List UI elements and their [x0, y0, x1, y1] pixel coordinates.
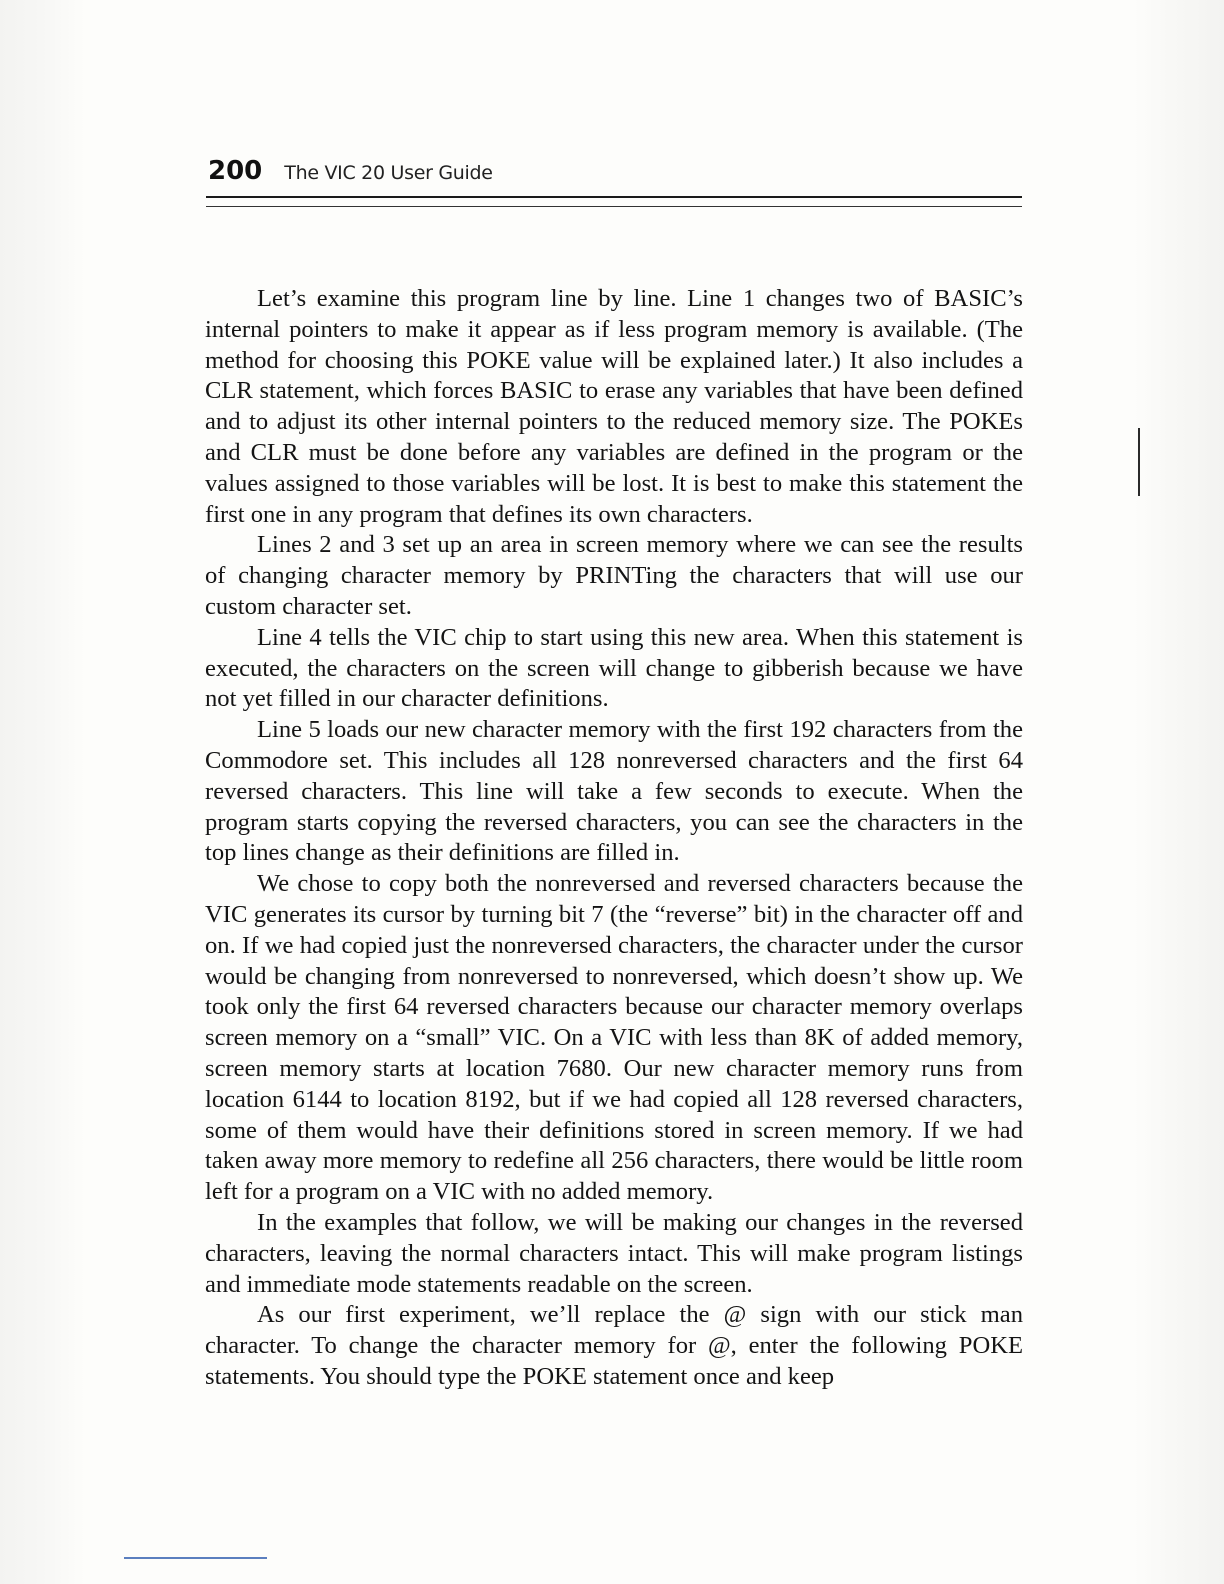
paragraph-3: Line 4 tells the VIC chip to start using this new area. When this statement is executed, the characters on the screen will change to gibberish because we have not yet filled in our character definitions. — [205, 623, 1023, 713]
page-number: 200 — [208, 156, 263, 186]
body-text — [205, 284, 1023, 1393]
running-head — [208, 156, 1022, 196]
footnote-rule — [124, 1557, 267, 1559]
scan-edge-right — [1134, 0, 1224, 1584]
paragraph-7: As our first experiment, we’ll replace the @ sign with our stick man character. To change the character memory for @, enter the following POKE statements. You should type the POKE statement once and keep — [205, 1301, 1023, 1390]
paragraph-4: Line 5 loads our new character memory with the first 192 characters from the Commodore set. This includes all 128 nonreversed characters and the first 64 reversed characters. This line will take a few seconds to execute. When the program starts copying the reversed characters, you can see the characters in the top lines change as their definitions are filled in. — [205, 716, 1023, 867]
header-rule-thick — [206, 196, 1022, 198]
paragraph-1: Let’s examine this program line by line. Line 1 changes two of BASIC’s internal pointers to make it appear as if less program memory is available. (The method for choosing this POKE value will be explained later.) It also includes a CLR statement, which forces BASIC to erase any variables that have been defined and to adjust its other internal pointers to the reduced memory size. The POKEs and CLR must be done before any variables are defined in the program or the values assigned to those variables will be lost. It is best to make this statement the first one in any program that defines its own characters. — [205, 285, 1023, 528]
scan-edge-left — [0, 0, 85, 1584]
book-title: The VIC 20 User Guide — [284, 162, 493, 184]
paragraph-5: We chose to copy both the nonreversed and reversed characters because the VIC generates its cursor by turning bit 7 (the “reverse” bit) in the character off and on. If we had copied just the nonreversed characters, the character under the cursor would be changing from nonreversed to nonreversed, which doesn’t show up. We took only the first 64 reversed characters because our character memory overlaps screen memory on a “small” VIC. On a VIC with less than 8K of added memory, screen memory starts at location 7680. Our new character memory runs from location 6144 to location 8192, but if we had copied all 128 reversed characters, some of them would have their definitions stored in screen memory. If we had taken away more memory to redefine all 256 characters, there would be little room left for a program on a VIC with no added memory. — [205, 870, 1023, 1206]
margin-change-bar — [1138, 428, 1140, 496]
paragraph-2: Lines 2 and 3 set up an area in screen memory where we can see the results of changing character memory by PRINTing the characters that will use our custom character set. — [205, 531, 1023, 620]
header-rule-thin — [206, 206, 1022, 207]
paragraph-6: In the examples that follow, we will be making our changes in the reversed characters, leaving the normal characters intact. This will make program listings and immediate mode statements readable on the screen. — [205, 1208, 1023, 1298]
